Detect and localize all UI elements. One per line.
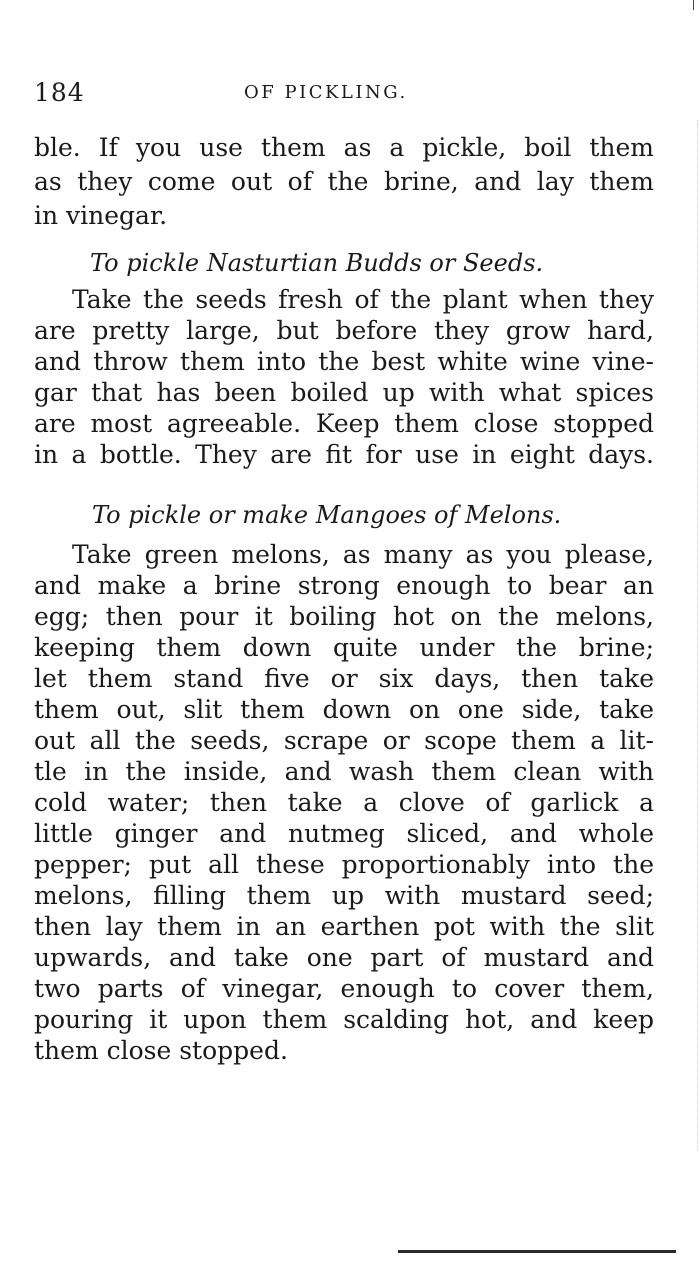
text-line: two parts of vinegar, enough to cover them, [34,974,654,1003]
text-line: out all the seeds, scrape or scope them a lit- [34,726,654,755]
text-line: in vinegar. [34,201,168,230]
text-line: melons, filling them up with mustard seed; [34,881,654,910]
text-line: pepper; put all these proportionably into the [34,850,654,879]
text-line: let them stand five or six days, then take [34,664,654,693]
text-line: are most agreeable. Keep them close stopped [34,409,654,438]
text-line: pouring it upon them scalding hot, and keep [34,1005,654,1034]
text-line: little ginger and nutmeg sliced, and whole [34,819,654,848]
text-line: ble. If you use them as a pickle, boil them [34,133,654,162]
text-line: keeping them down quite under the brine; [34,633,654,662]
text-line: tle in the inside, and wash them clean with [34,757,654,786]
section-heading: To pickle Nasturtian Budds or Seeds. [90,249,544,277]
text-line: them out, slit them down on one side, take [34,695,654,724]
page-edge-shadow [689,120,698,1150]
running-title: OF PICKLING. [244,82,408,103]
text-line: as they come out of the brine, and lay them [34,167,654,196]
text-line: egg; then pour it boiling hot on the melons, [34,602,654,631]
text-line: in a bottle. They are fit for use in eight days. [34,440,654,469]
text-line: Take the seeds fresh of the plant when they [72,285,654,314]
page-number: 184 [34,78,85,107]
text-line: and throw them into the best white wine vine- [34,347,654,376]
text-line: upwards, and take one part of mustard and [34,943,654,972]
section-heading: To pickle or make Mangoes of Melons. [92,501,562,529]
text-line: them close stopped. [34,1036,288,1065]
text-line: Take green melons, as many as you please, [72,540,654,569]
text-line: are pretty large, but before they grow hard, [34,316,654,345]
text-line: then lay them in an earthen pot with the slit [34,912,654,941]
bottom-rule [398,1250,676,1253]
text-line: and make a brine strong enough to bear an [34,571,654,600]
page-edge-tick [693,0,694,10]
text-line: cold water; then take a clove of garlick a [34,788,654,817]
text-line: gar that has been boiled up with what spices [34,378,654,407]
